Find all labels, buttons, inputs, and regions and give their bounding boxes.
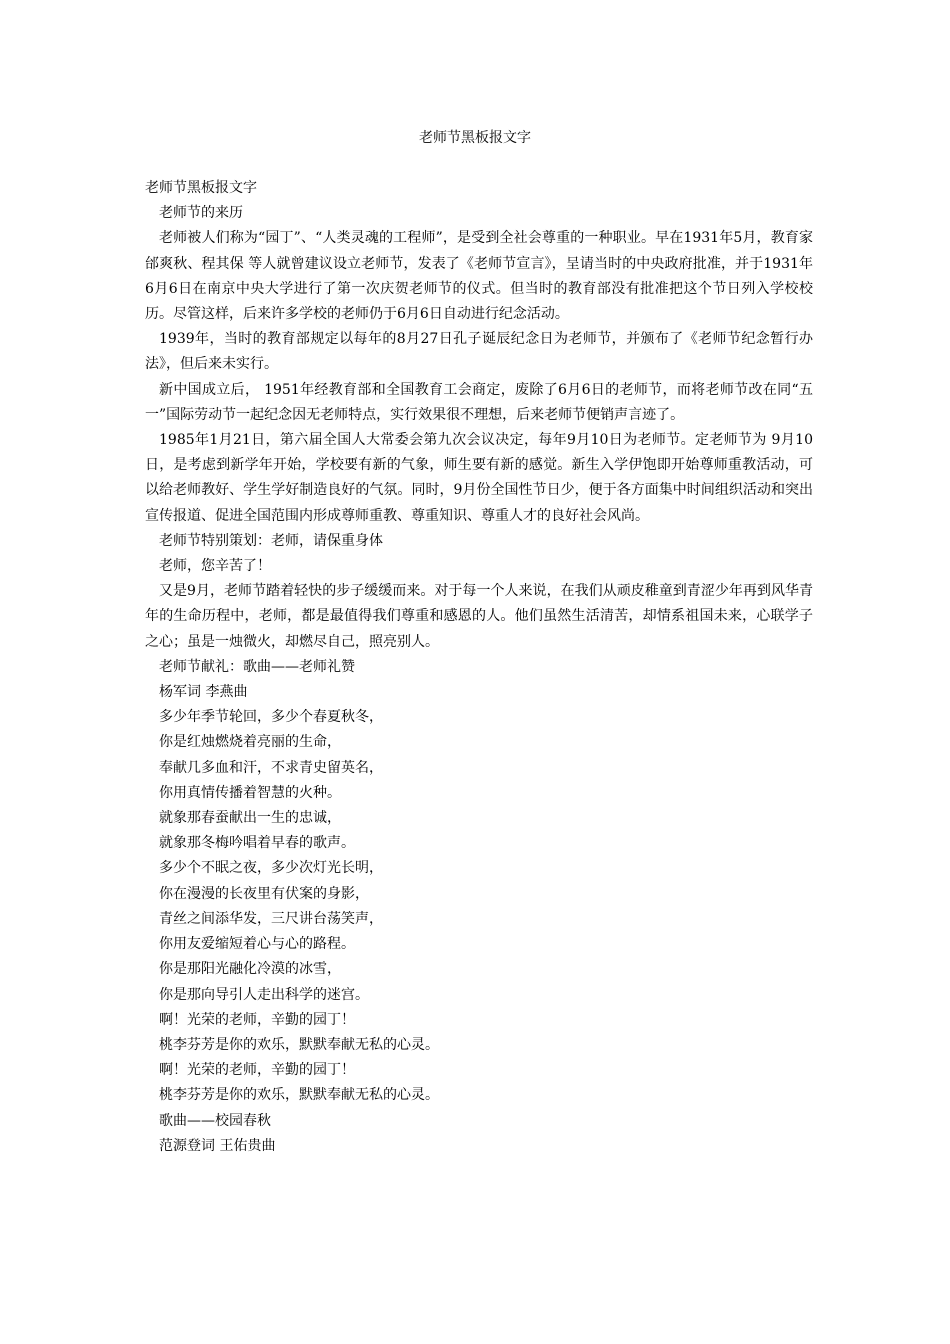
greeting-line: 老师，您辛苦了！: [159, 558, 271, 575]
paragraph-1985: 1985年1月21日，第六届全国人大常委会第九次会议决定，每年9月10日为老师节。定老师节为 9月10日，是考虑到新学年开始，学校要有新的气象，师生要有新的感觉。新生入学伊饱即开始尊师重教活动，可以给老师教好、学生学好制造良好的气氛。同时，9月份全国性节日少，便于各方面集中时间组织活动和突出宣传报道、促进全国范围内形成尊师重教、尊重知识、尊重人才的良好社会风尚。: [145, 432, 813, 524]
lyric-line: 你用友爱缩短着心与心的路程。: [159, 936, 355, 953]
paragraph-september: 又是9月，老师节踏着轻快的步子缓缓而来。对于每一个人来说，在我们从顽皮稚童到青涩少年再到风华青年的生命历程中，老师，都是最值得我们尊重和感恩的人。他们虽然生活清苦，却情系祖国未来，心联学子之心；虽是一烛微火，却燃尽自己，照亮别人。: [145, 583, 813, 650]
lyric-line: 啊！光荣的老师，辛勤的园丁！: [159, 1062, 355, 1079]
lyric-line: 你是那向导引人走出科学的迷宫。: [159, 986, 369, 1003]
lyric-line: 就象那冬梅吟唱着早春的歌声。: [159, 835, 355, 852]
lyric-line: 青丝之间添华发，三尺讲台荡笑声，: [159, 910, 383, 927]
lyric-line: 桃李芬芳是你的欢乐，默默奉献无私的心灵。: [159, 1036, 439, 1053]
lyric-line: 你用真情传播着智慧的火种。: [159, 784, 341, 801]
lyric-line: 多少个不眠之夜，多少次灯光长明，: [159, 860, 383, 877]
page-title: 老师节黑板报文字: [419, 130, 531, 146]
lyric-line: 桃李芬芳是你的欢乐，默默奉献无私的心灵。: [159, 1087, 439, 1104]
document-body: [145, 176, 813, 1159]
lyric-line: 啊！光荣的老师，辛勤的园丁！: [159, 1011, 355, 1028]
song-title: 老师节献礼：歌曲——老师礼赞: [159, 658, 355, 675]
paragraph-origin: 老师被人们称为“园丁”、“人类灵魂的工程师”，是受到全社会尊重的一种职业。早在1931年5月，教育家邰爽秋、程其保 等人就曾建议设立老师节，发表了《老师节宣言》，呈请当时的中央政府批准，并于1931年6月6日在南京中央大学进行了第一次庆贺老师节的仪式。但当时的教育部没有批准把这个节日列入学校校历。尽管这样，后来许多学校的老师仍于6月6日自动进行纪念活动。: [145, 230, 813, 323]
song-credit: 杨军词 李燕曲: [159, 684, 248, 701]
lyric-line: 你是红烛燃烧着亮丽的生命，: [159, 734, 341, 751]
lyric-line: 你是那阳光融化冷漠的冰雪，: [159, 961, 341, 978]
paragraph-1951: 新中国成立后， 1951年经教育部和全国教育工会商定，废除了6月6日的老师节，而将老师节改在同“五一”国际劳动节一起纪念因无老师特点，实行效果很不理想，后来老师节便销声言迹了。: [145, 381, 813, 423]
document-heading: 老师节黑板报文字: [145, 180, 257, 196]
lyric-line: 奉献几多血和汗，不求青史留英名，: [159, 759, 383, 776]
paragraph-1939: 1939年，当时的教育部规定以每年的8月27日孔子诞辰纪念日为老师节，并颁布了《老师节纪念暂行办法》，但后来未实行。: [145, 331, 813, 373]
lyric-line: 就象那春蚕献出一生的忠诚，: [159, 810, 341, 827]
song-credit: 范源登词 王佑贵曲: [159, 1137, 276, 1154]
lyric-line: 多少年季节轮回，多少个春夏秋冬，: [159, 709, 383, 726]
lyric-line: 你在漫漫的长夜里有伏案的身影，: [159, 885, 369, 902]
section-heading-origin: 老师节的来历: [159, 205, 243, 222]
section-heading-special: 老师节特别策划：老师，请保重身体: [159, 532, 383, 549]
song-title: 歌曲——校园春秋: [159, 1112, 271, 1129]
